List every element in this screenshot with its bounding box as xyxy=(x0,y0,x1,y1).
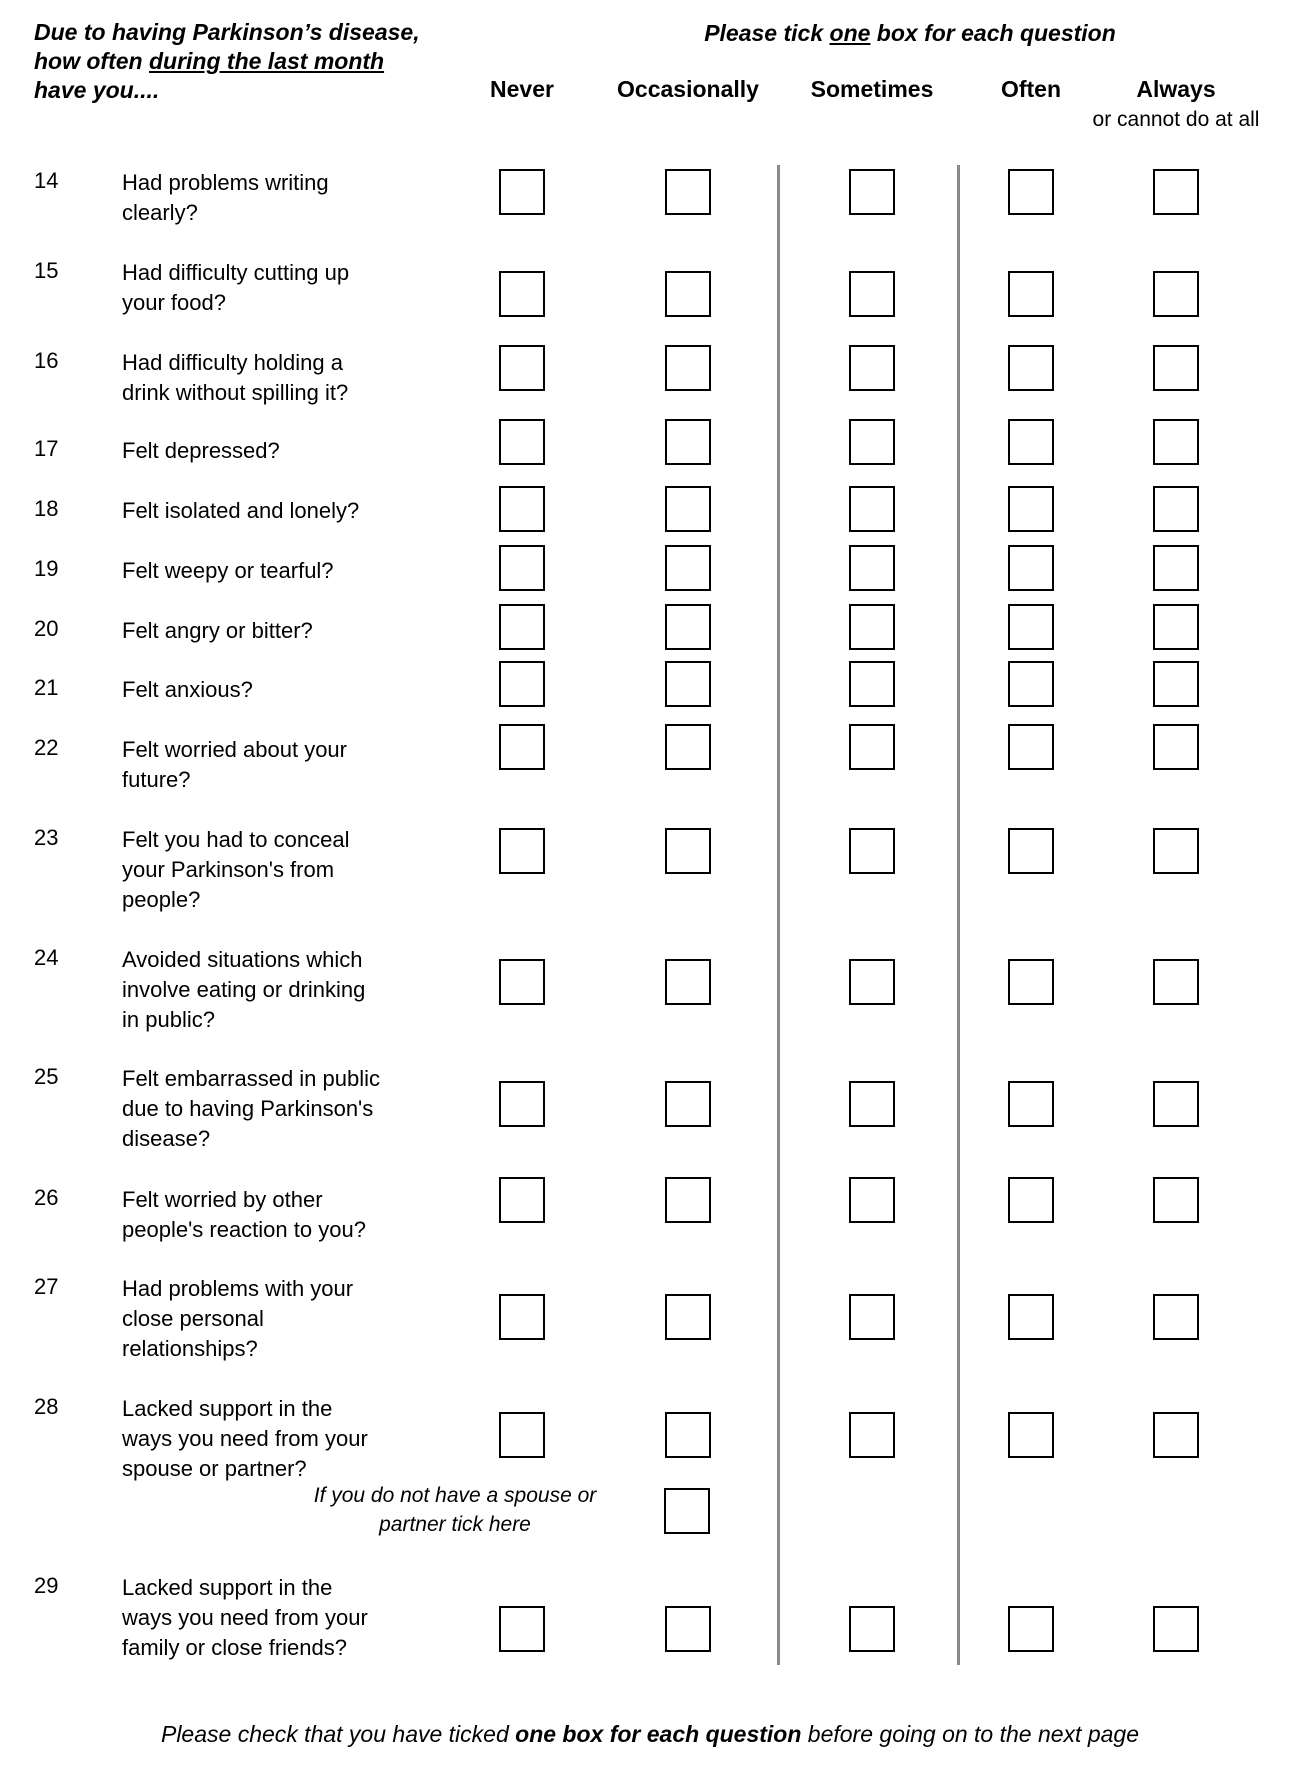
question-text xyxy=(122,556,442,586)
answer-checkbox-often[interactable] xyxy=(1008,604,1054,650)
answer-checkbox-always[interactable] xyxy=(1153,486,1199,532)
footer-text-post: before going on to the next page xyxy=(801,1721,1140,1747)
question-text-line: your food? xyxy=(122,290,226,315)
no-partner-note-line-1: If you do not have a spouse or xyxy=(313,1484,597,1507)
footer-text-bold: one box for each question xyxy=(515,1721,802,1747)
column-subheader-always: or cannot do at all xyxy=(1092,108,1260,131)
answer-checkbox-always[interactable] xyxy=(1153,1606,1199,1652)
footer-reminder xyxy=(0,1721,1300,1748)
answer-checkbox-occasionally[interactable] xyxy=(665,486,711,532)
question-text-line: Felt worried by other xyxy=(122,1187,323,1212)
question-text xyxy=(122,1064,442,1154)
question-text-line: ways you need from your xyxy=(122,1426,368,1451)
question-text-line: Had problems with your xyxy=(122,1276,354,1301)
question-text-line: Felt worried about your xyxy=(122,737,347,762)
question-text xyxy=(122,1394,442,1484)
answer-checkbox-always[interactable] xyxy=(1153,271,1199,317)
question-text-line: Felt you had to conceal xyxy=(122,827,350,852)
answer-checkbox-never[interactable] xyxy=(499,271,545,317)
answer-checkbox-occasionally[interactable] xyxy=(665,345,711,391)
question-number: 20 xyxy=(34,616,59,641)
answer-checkbox-sometimes[interactable] xyxy=(849,545,895,591)
question-number: 21 xyxy=(34,675,59,700)
answer-checkbox-occasionally[interactable] xyxy=(665,828,711,874)
question-text xyxy=(122,348,442,408)
question-text-line: Felt isolated and lonely? xyxy=(122,498,360,523)
question-text xyxy=(122,1185,442,1245)
answer-checkbox-sometimes[interactable] xyxy=(849,604,895,650)
question-text-line: disease? xyxy=(122,1126,211,1151)
answer-checkbox-sometimes[interactable] xyxy=(849,1081,895,1127)
question-number: 23 xyxy=(34,825,59,850)
answer-checkbox-sometimes[interactable] xyxy=(849,271,895,317)
answer-checkbox-sometimes[interactable] xyxy=(849,345,895,391)
answer-checkbox-always[interactable] xyxy=(1153,1177,1199,1223)
question-text-line: due to having Parkinson's xyxy=(122,1096,374,1121)
answer-checkbox-occasionally[interactable] xyxy=(665,545,711,591)
question-number: 22 xyxy=(34,735,59,760)
answer-checkbox-often[interactable] xyxy=(1008,1294,1054,1340)
no-partner-note xyxy=(290,1481,620,1539)
instruction-text-post: box for each question xyxy=(870,20,1116,46)
question-text-line: your Parkinson's from xyxy=(122,857,335,882)
answer-checkbox-never[interactable] xyxy=(499,604,545,650)
answer-checkbox-occasionally[interactable] xyxy=(665,1412,711,1458)
answer-checkbox-sometimes[interactable] xyxy=(849,1294,895,1340)
answer-checkbox-sometimes[interactable] xyxy=(849,661,895,707)
answer-checkbox-often[interactable] xyxy=(1008,724,1054,770)
answer-checkbox-occasionally[interactable] xyxy=(665,1606,711,1652)
question-text xyxy=(122,496,442,526)
answer-checkbox-never[interactable] xyxy=(499,545,545,591)
answer-checkbox-always[interactable] xyxy=(1153,604,1199,650)
answer-checkbox-never[interactable] xyxy=(499,828,545,874)
intro-line-3: have you.... xyxy=(34,77,160,103)
answer-checkbox-always[interactable] xyxy=(1153,1081,1199,1127)
question-text xyxy=(122,825,442,915)
tick-instruction xyxy=(650,20,1170,47)
answer-checkbox-sometimes[interactable] xyxy=(849,169,895,215)
answer-checkbox-often[interactable] xyxy=(1008,1081,1054,1127)
answer-checkbox-never[interactable] xyxy=(499,1294,545,1340)
column-header-sometimes: Sometimes xyxy=(810,76,934,102)
answer-checkbox-sometimes[interactable] xyxy=(849,1606,895,1652)
question-number: 24 xyxy=(34,945,59,970)
question-text-line: Avoided situations which xyxy=(122,947,363,972)
answer-checkbox-often[interactable] xyxy=(1008,1412,1054,1458)
question-text-line: ways you need from your xyxy=(122,1605,368,1630)
answer-checkbox-always[interactable] xyxy=(1153,169,1199,215)
answer-checkbox-never[interactable] xyxy=(499,1081,545,1127)
instruction-underlined: one xyxy=(829,20,871,46)
column-header-occasionally: Occasionally xyxy=(617,76,759,102)
footer-text-pre: Please check that you have ticked xyxy=(160,1721,516,1747)
intro-line-2-text: how often xyxy=(34,48,149,74)
answer-checkbox-sometimes[interactable] xyxy=(849,486,895,532)
question-text-line: close personal xyxy=(122,1306,264,1331)
question-number: 29 xyxy=(34,1573,59,1598)
answer-checkbox-never[interactable] xyxy=(499,419,545,465)
answer-checkbox-always[interactable] xyxy=(1153,959,1199,1005)
question-text-line: people's reaction to you? xyxy=(122,1217,366,1242)
question-number: 26 xyxy=(34,1185,59,1210)
question-text-line: Lacked support in the xyxy=(122,1575,333,1600)
answer-checkbox-always[interactable] xyxy=(1153,1294,1199,1340)
answer-checkbox-never[interactable] xyxy=(499,1606,545,1652)
answer-checkbox-never[interactable] xyxy=(499,959,545,1005)
question-number: 27 xyxy=(34,1274,59,1299)
question-text-line: Had problems writing xyxy=(122,170,329,195)
question-text-line: family or close friends? xyxy=(122,1635,347,1660)
answer-checkbox-occasionally[interactable] xyxy=(665,169,711,215)
column-divider-left xyxy=(777,165,780,1665)
answer-checkbox-never[interactable] xyxy=(499,486,545,532)
question-text xyxy=(122,436,442,466)
answer-checkbox-often[interactable] xyxy=(1008,959,1054,1005)
answer-checkbox-always[interactable] xyxy=(1153,419,1199,465)
answer-checkbox-never[interactable] xyxy=(499,724,545,770)
question-text-line: involve eating or drinking xyxy=(122,977,366,1002)
question-number: 14 xyxy=(34,168,59,193)
question-text xyxy=(122,1573,442,1663)
answer-checkbox-occasionally[interactable] xyxy=(665,1177,711,1223)
answer-checkbox-occasionally[interactable] xyxy=(665,959,711,1005)
question-text xyxy=(122,616,442,646)
answer-checkbox-always[interactable] xyxy=(1153,724,1199,770)
question-text-line: in public? xyxy=(122,1007,215,1032)
question-text xyxy=(122,1274,442,1364)
answer-checkbox-never[interactable] xyxy=(499,1177,545,1223)
answer-checkbox-always[interactable] xyxy=(1153,661,1199,707)
question-number: 16 xyxy=(34,348,59,373)
answer-checkbox-always[interactable] xyxy=(1153,1412,1199,1458)
question-text xyxy=(122,258,442,318)
intro-line-2 xyxy=(34,47,494,76)
question-text-line: relationships? xyxy=(122,1336,258,1361)
question-number: 17 xyxy=(34,436,59,461)
question-text xyxy=(122,945,442,1035)
question-text-line: Lacked support in the xyxy=(122,1396,333,1421)
answer-checkbox-often[interactable] xyxy=(1008,169,1054,215)
no-partner-checkbox[interactable] xyxy=(664,1488,710,1534)
answer-checkbox-often[interactable] xyxy=(1008,271,1054,317)
answer-checkbox-often[interactable] xyxy=(1008,1606,1054,1652)
question-text xyxy=(122,675,442,705)
answer-checkbox-never[interactable] xyxy=(499,169,545,215)
question-number: 18 xyxy=(34,496,59,521)
question-text-line: Had difficulty holding a xyxy=(122,350,343,375)
question-text-line: drink without spilling it? xyxy=(122,380,349,405)
answer-checkbox-always[interactable] xyxy=(1153,345,1199,391)
answer-checkbox-never[interactable] xyxy=(499,661,545,707)
column-header-always: Always xyxy=(1136,76,1216,102)
question-text-line: Had difficulty cutting up xyxy=(122,260,350,285)
question-number: 19 xyxy=(34,556,59,581)
answer-checkbox-sometimes[interactable] xyxy=(849,724,895,770)
answer-checkbox-often[interactable] xyxy=(1008,545,1054,591)
answer-checkbox-never[interactable] xyxy=(499,345,545,391)
question-number: 28 xyxy=(34,1394,59,1419)
intro-line-1: Due to having Parkinson’s disease, xyxy=(34,19,420,45)
intro-underlined-text: during the last month xyxy=(148,48,385,74)
question-text-line: Felt anxious? xyxy=(122,677,253,702)
answer-checkbox-sometimes[interactable] xyxy=(849,1177,895,1223)
question-text-line: people? xyxy=(122,887,201,912)
answer-checkbox-often[interactable] xyxy=(1008,661,1054,707)
answer-checkbox-occasionally[interactable] xyxy=(665,1294,711,1340)
answer-checkbox-always[interactable] xyxy=(1153,545,1199,591)
column-divider-right xyxy=(957,165,960,1665)
answer-checkbox-often[interactable] xyxy=(1008,828,1054,874)
answer-checkbox-occasionally[interactable] xyxy=(665,661,711,707)
answer-checkbox-sometimes[interactable] xyxy=(849,959,895,1005)
column-header-never: Never xyxy=(490,76,554,102)
answer-checkbox-never[interactable] xyxy=(499,1412,545,1458)
question-text-line: Felt embarrassed in public xyxy=(122,1066,381,1091)
answer-checkbox-sometimes[interactable] xyxy=(849,828,895,874)
answer-checkbox-occasionally[interactable] xyxy=(665,724,711,770)
column-header-often: Often xyxy=(1000,76,1062,102)
instruction-text-pre: Please tick xyxy=(704,20,830,46)
question-text-line: clearly? xyxy=(122,200,198,225)
answer-checkbox-often[interactable] xyxy=(1008,1177,1054,1223)
question-text-line: Felt weepy or tearful? xyxy=(122,558,334,583)
answer-checkbox-often[interactable] xyxy=(1008,419,1054,465)
no-partner-note-line-2: partner tick here xyxy=(379,1513,531,1536)
answer-checkbox-occasionally[interactable] xyxy=(665,604,711,650)
answer-checkbox-occasionally[interactable] xyxy=(665,1081,711,1127)
answer-checkbox-sometimes[interactable] xyxy=(849,1412,895,1458)
question-number: 25 xyxy=(34,1064,59,1089)
question-text-line: Felt angry or bitter? xyxy=(122,618,313,643)
answer-checkbox-occasionally[interactable] xyxy=(665,419,711,465)
question-text-line: future? xyxy=(122,767,191,792)
question-number: 15 xyxy=(34,258,59,283)
question-text xyxy=(122,735,442,795)
answer-checkbox-always[interactable] xyxy=(1153,828,1199,874)
question-text-line: Felt depressed? xyxy=(122,438,280,463)
answer-checkbox-occasionally[interactable] xyxy=(665,271,711,317)
answer-checkbox-often[interactable] xyxy=(1008,486,1054,532)
answer-checkbox-sometimes[interactable] xyxy=(849,419,895,465)
answer-checkbox-often[interactable] xyxy=(1008,345,1054,391)
question-text xyxy=(122,168,442,228)
question-text-line: spouse or partner? xyxy=(122,1456,307,1481)
